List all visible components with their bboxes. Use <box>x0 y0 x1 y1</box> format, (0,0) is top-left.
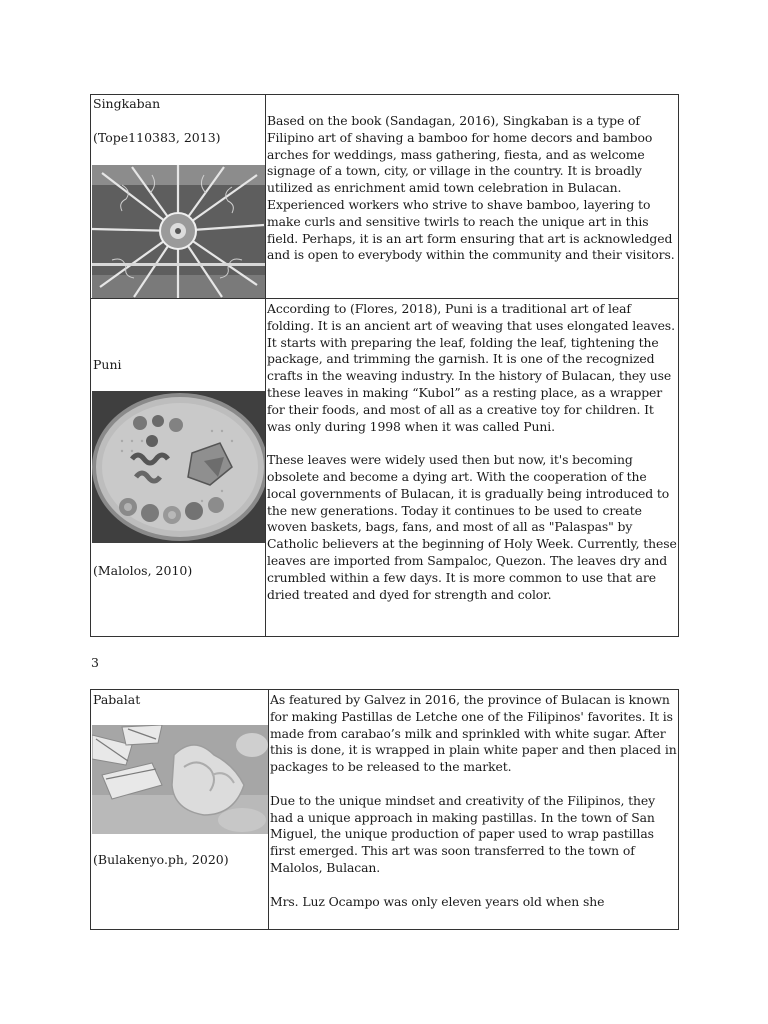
craft-name: Puni <box>93 357 122 372</box>
image-citation: (Malolos, 2010) <box>93 563 193 578</box>
description-paragraph: Mrs. Luz Ocampo was only eleven years old when she <box>270 893 605 909</box>
bamboo-arch-photo <box>92 165 265 298</box>
crafts-table-2 <box>90 689 679 930</box>
craft-description <box>269 690 678 910</box>
pastillas-wrapper-photo <box>92 725 268 834</box>
description-paragraph: As featured by Galvez in 2016, the province of Bulacan is known for making Pastillas de Letche one of the Filipinos' favorites. It is made from carabao’s milk and sprinkled with white sugar. After this is done, it is wrapped in plain white paper and then placed in packages to be released to the market. <box>270 692 677 775</box>
craft-description-cell <box>269 690 679 930</box>
craft-description-cell <box>266 95 679 299</box>
table-row-pabalat <box>91 690 679 930</box>
page-number: 3 <box>91 655 99 670</box>
crafts-table-1 <box>90 94 679 637</box>
craft-description <box>266 95 678 264</box>
craft-name-cell <box>91 690 269 930</box>
image-citation: (Tope110383, 2013) <box>93 130 221 145</box>
table-row-singkaban <box>91 95 679 299</box>
craft-description <box>266 299 678 603</box>
table-row-puni <box>91 299 679 637</box>
description-paragraph: According to (Flores, 2018), Puni is a traditional art of leaf folding. It is an ancient art of weaving that uses elongated leaves. It starts with preparing the leaf, folding the leaf, tightening the package, and trimming the garnish. It is one of the recognized crafts in the weaving industry. In the history of Bulacan, they use these leaves in making “Kubol” as a resting place, as a wrapper for their foods, and most of all as a creative toy for children. It was only during 1998 when it was called Puni. <box>267 301 675 434</box>
craft-name-cell <box>91 299 266 637</box>
description-paragraph: These leaves were widely used then but now, it's becoming obsolete and become a dying art. With the cooperation of the local governments of Bulacan, it is gradually being introduced to the new generations. Today it continues to be used to create woven baskets, bags, fans, and most of all as "Palaspas" by Catholic believers at the beginning of Holy Week. Currently, these leaves are imported from Sampaloc, Quezon. The leaves dry and crumbled within a few days. It is more common to use that are dried treated and dyed for strength and color. <box>267 452 677 602</box>
craft-name: Pabalat <box>93 692 141 707</box>
craft-description-cell <box>266 299 679 637</box>
craft-name-cell <box>91 95 266 299</box>
description-paragraph: Based on the book (Sandagan, 2016), Singkaban is a type of Filipino art of shaving a bamboo for home decors and bamboo arches for weddings, mass gathering, fiesta, and as welcome signage of a town, city, or village in the country. It is broadly utilized as enrichment amid town celebration in Bulacan. Experienced workers who strive to shave bamboo, layering to make curls and sensitive twirls to reach the unique art in this field. Perhaps, it is an art form ensuring that art is acknowledged and is open to everybody within the community and their visitors. <box>267 113 675 263</box>
craft-name: Singkaban <box>93 96 161 111</box>
description-paragraph: Due to the unique mindset and creativity of the Filipinos, they had a unique approach in making pastillas. In the town of San Miguel, the unique production of paper used to wrap pastillas first emerged. This art was soon transferred to the town of Malolos, Bulacan. <box>270 792 656 875</box>
image-citation: (Bulakenyo.ph, 2020) <box>93 852 229 867</box>
leaf-weaving-photo <box>92 391 265 543</box>
